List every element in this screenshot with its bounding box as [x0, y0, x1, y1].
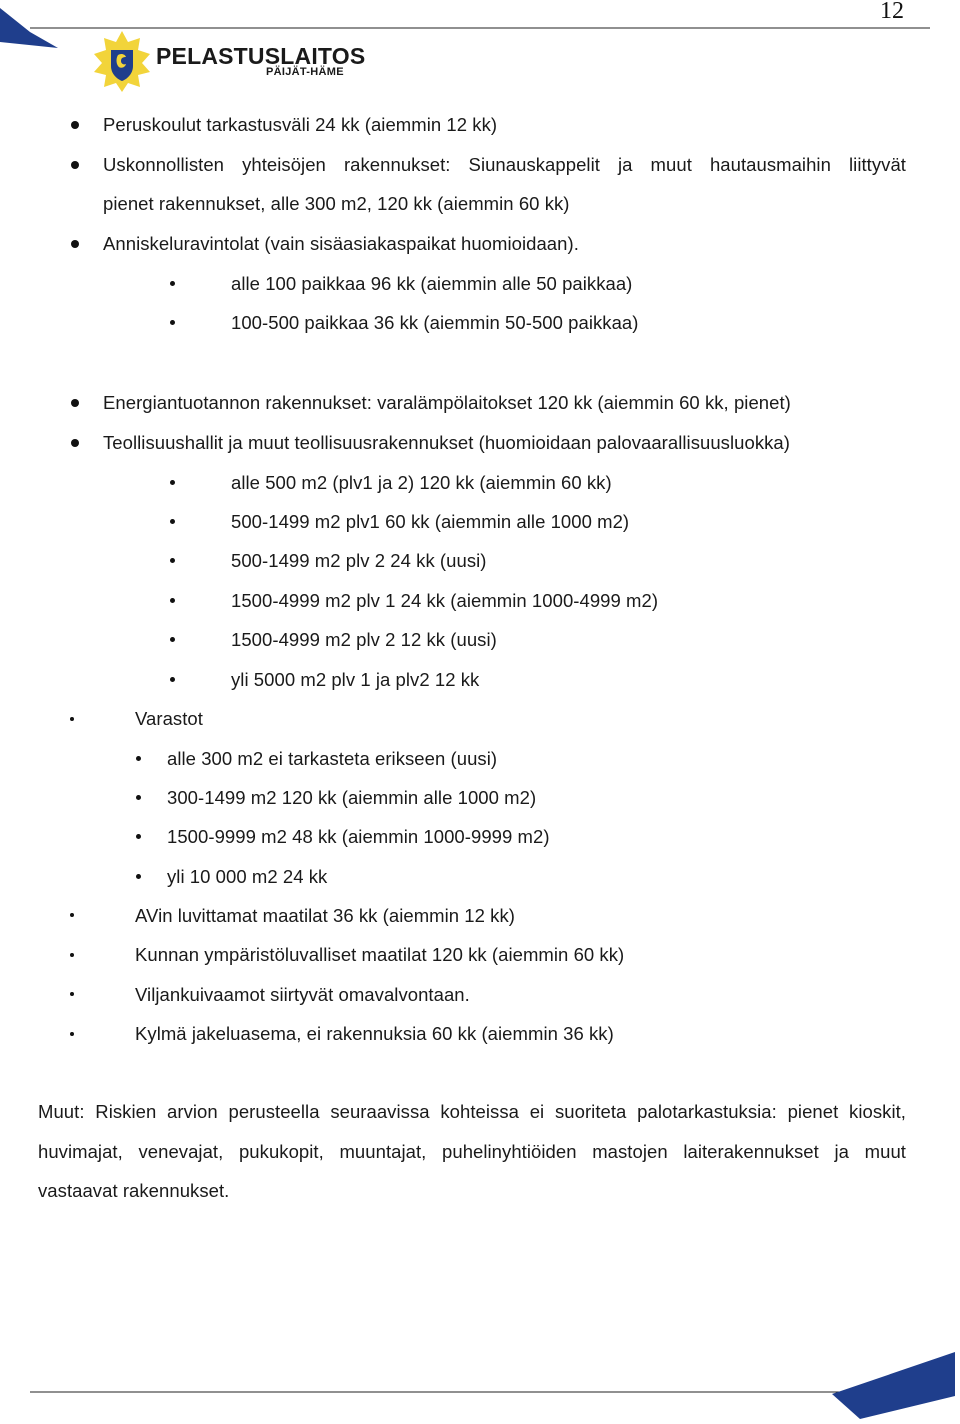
- list-item: Teollisuushallit ja muut teollisuusrakennukset (huomioidaan palovaarallisuusluokka): [103, 432, 790, 453]
- bullet: [70, 717, 74, 721]
- paragraph-line: Muut: Riskien arvion perusteella seuraavissa kohteissa ei suoriteta palotarkastuksia: pienet kioskit,: [38, 1101, 906, 1122]
- list-item: Uskonnollisten yhteisöjen rakennukset: Siunauskappelit ja muut hautausmaihin liittyvät: [103, 154, 906, 175]
- sub-list-item: yli 5000 m2 plv 1 ja plv2 12 kk: [231, 669, 480, 690]
- bullet: [71, 121, 79, 129]
- list-item: Peruskoulut tarkastusväli 24 kk (aiemmin 12 kk): [103, 114, 498, 135]
- sub-list-item: 100-500 paikkaa 36 kk (aiemmin 50-500 paikkaa): [231, 312, 639, 333]
- footer-blue-stripe: [832, 1352, 955, 1419]
- sub-bullet: [170, 637, 175, 642]
- sub-list-item: 1500-4999 m2 plv 2 12 kk (uusi): [231, 629, 497, 650]
- sub-list-item: 500-1499 m2 plv1 60 kk (aiemmin alle 1000 m2): [231, 511, 630, 532]
- sub-bullet: [170, 598, 175, 603]
- sub-bullet: [170, 677, 175, 682]
- sub-bullet: [170, 320, 175, 325]
- list-item: Kunnan ympäristöluvalliset maatilat 120 kk (aiemmin 60 kk): [135, 944, 625, 965]
- footer-stripe: [0, 1344, 960, 1424]
- list-item: Kylmä jakeluasema, ei rakennuksia 60 kk (aiemmin 36 kk): [135, 1023, 614, 1044]
- list-item: Varastot: [135, 708, 203, 729]
- sub-list-item: 500-1499 m2 plv 2 24 kk (uusi): [231, 550, 487, 571]
- sub-bullet: [170, 281, 175, 286]
- list-item: Anniskeluravintolat (vain sisäasiakaspaikat huomioidaan).: [103, 233, 579, 254]
- list-item: Energiantuotannon rakennukset: varalämpölaitokset 120 kk (aiemmin 60 kk, pienet): [103, 392, 791, 413]
- sub-list-item: alle 100 paikkaa 96 kk (aiemmin alle 50 paikkaa): [231, 273, 633, 294]
- sub-bullet: [136, 874, 141, 879]
- bullet: [70, 1032, 74, 1036]
- sub-list-item: alle 500 m2 (plv1 ja 2) 120 kk (aiemmin 60 kk): [231, 472, 612, 493]
- logo-subtitle: PÄIJÄT-HÄME: [266, 66, 344, 78]
- sub-bullet: [136, 834, 141, 839]
- sub-list-item: alle 300 m2 ei tarkasteta erikseen (uusi): [167, 748, 498, 769]
- bullet: [70, 992, 74, 996]
- sub-bullet: [170, 519, 175, 524]
- paragraph-line: vastaavat rakennukset.: [38, 1180, 230, 1201]
- sub-bullet: [136, 795, 141, 800]
- bullet: [71, 399, 79, 407]
- sub-list-item: 1500-4999 m2 plv 1 24 kk (aiemmin 1000-4999 m2): [231, 590, 659, 611]
- bullet: [71, 240, 79, 248]
- sub-list-item: yli 10 000 m2 24 kk: [167, 866, 328, 887]
- bullet: [70, 913, 74, 917]
- sub-list-item: 300-1499 m2 120 kk (aiemmin alle 1000 m2): [167, 787, 537, 808]
- pelastuslaitos-logo-icon: [92, 30, 152, 92]
- bullet: [71, 161, 79, 169]
- page-number: 12: [880, 0, 904, 24]
- sub-bullet: [170, 558, 175, 563]
- bullet: [71, 439, 79, 447]
- logo-title: PELASTUSLAITOS: [156, 43, 366, 69]
- list-item: AVin luvittamat maatilat 36 kk (aiemmin 12 kk): [135, 905, 515, 926]
- sub-list-item: 1500-9999 m2 48 kk (aiemmin 1000-9999 m2): [167, 826, 550, 847]
- list-item-continuation: pienet rakennukset, alle 300 m2, 120 kk (aiemmin 60 kk): [103, 193, 570, 214]
- sub-bullet: [136, 756, 141, 761]
- bullet: [70, 953, 74, 957]
- paragraph-line: huvimajat, venevajat, pukukopit, muuntajat, puhelinyhtiöiden mastojen laiterakennukset ja muut: [38, 1141, 906, 1162]
- sub-bullet: [170, 480, 175, 485]
- list-item: Viljankuivaamot siirtyvät omavalvontaan.: [135, 984, 470, 1005]
